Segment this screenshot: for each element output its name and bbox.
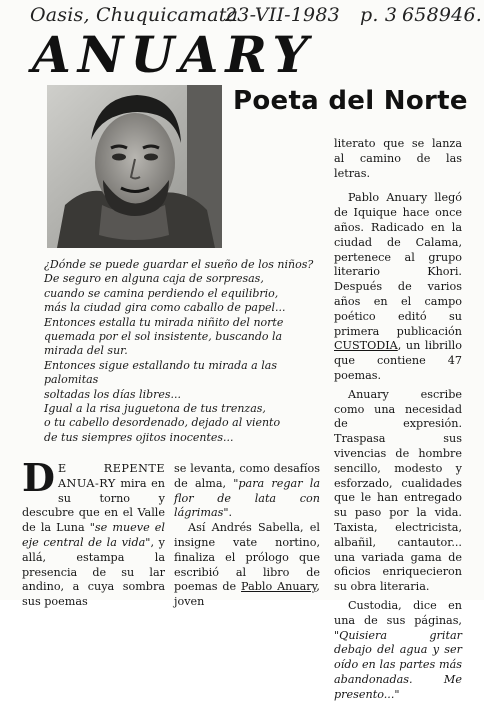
poem-line: palomitas — [44, 373, 99, 387]
lead-in: E REPENTE ANUA-RY — [57, 462, 165, 490]
column-2-text: se levanta, como desafíos de alma, — [174, 462, 320, 490]
article-column-1 — [22, 455, 166, 610]
poem-line: mirada del sur. — [44, 344, 128, 358]
note-page: p. 3 — [360, 4, 398, 26]
poem-line: quemada por el sol insistente, buscando la — [44, 330, 283, 344]
column-2-text-2: Así Andrés Sabella, el insigne vate nortino, finaliza el prólogo que escribió al libro de poemas de — [174, 521, 320, 594]
poem-line: De seguro en alguna caja de sorpresas, — [44, 272, 264, 286]
poem-line: ¿Dónde se puede guardar el sueño de los niños? — [44, 258, 314, 271]
portrait-photo — [47, 85, 222, 248]
book-title: CUSTODIA — [334, 339, 398, 353]
column-1-text: mira en su torno y descubre que en el Valle de la Luna — [22, 476, 166, 535]
poem-block — [44, 258, 314, 445]
column-3-text-2: , un librillo que contiene 47 poemas. — [334, 339, 462, 382]
note-number: 658946. — [402, 4, 482, 26]
poem-line: cuando se camina perdiendo el equilibrio, — [44, 286, 279, 300]
poem-line: de tus siempres ojitos inocentes... — [44, 430, 234, 444]
column-3-paragraph-3: Anuary escribe como una necesidad de expresión. Traspasa sus vivencias de hombre sencillo, modesto y esforzado, cualidades que le han entregado su paso por la vida. Taxista, electricista, albañil, cantautor... una variada gama de oficios enriquecieron su obra literaria. — [334, 387, 462, 594]
column-1-text-end: , y allá, estampa la presencia de su lar andino, a cuya sombra sus poemas — [22, 535, 165, 609]
poem-line: más la ciudad gira como caballo de papel... — [44, 301, 286, 315]
column-2-text-3: , joven — [174, 580, 320, 609]
column-3-quote: "Quisiera gritar debajo del agua y ser oído en las partes más abandonadas. Me presento..." — [334, 628, 462, 701]
column-2-paragraph-2 — [174, 521, 320, 610]
column-2-quote: "para regar la flor de lata con lágrimas" — [174, 476, 320, 520]
poem-line: Entonces estalla tu mirada niñito del norte — [44, 315, 284, 329]
drop-cap: D — [22, 455, 55, 500]
column-3-paragraph-2 — [334, 191, 462, 383]
note-date: 23-VII-1983 — [225, 4, 340, 26]
column-2-paragraph-1 — [174, 462, 320, 521]
note-source: Oasis, Chuquicamata — [30, 4, 239, 26]
column-3-text: Pablo Anuary llegó de Iquique hace once años. Radicado en la ciudad de Calama, pertenece al grupo literario Khori. Después de varios años en el campo poético editó su primera publicación — [334, 191, 462, 338]
column-3-paragraph-4 — [334, 599, 462, 702]
column-3-paragraph-1: literato que se lanza al camino de las letras. — [334, 137, 462, 180]
article-column-2 — [174, 462, 320, 610]
column-3-text-4: Custodia, dice en una de sus páginas, — [334, 598, 462, 627]
poem-line: Igual a la risa juguetona de tus trenzas, — [44, 402, 266, 416]
article-subtitle: Poeta del Norte — [233, 86, 468, 116]
portrait-image — [47, 85, 222, 248]
poem-line: o tu cabello desordenado, dejado al viento — [44, 416, 281, 430]
column-1-paragraph — [22, 455, 166, 610]
poem-line: Entonces sigue estallando tu mirada a las — [44, 358, 277, 372]
column-2-punct: . — [228, 506, 233, 520]
article-title: ANUARY — [32, 25, 316, 84]
article-column-3 — [334, 137, 462, 702]
column-1-quote: "se mueve el eje central de la vida" — [22, 521, 165, 549]
author-name: Pablo Anuary — [241, 580, 317, 594]
poem-line: soltadas los días libres... — [44, 387, 182, 401]
